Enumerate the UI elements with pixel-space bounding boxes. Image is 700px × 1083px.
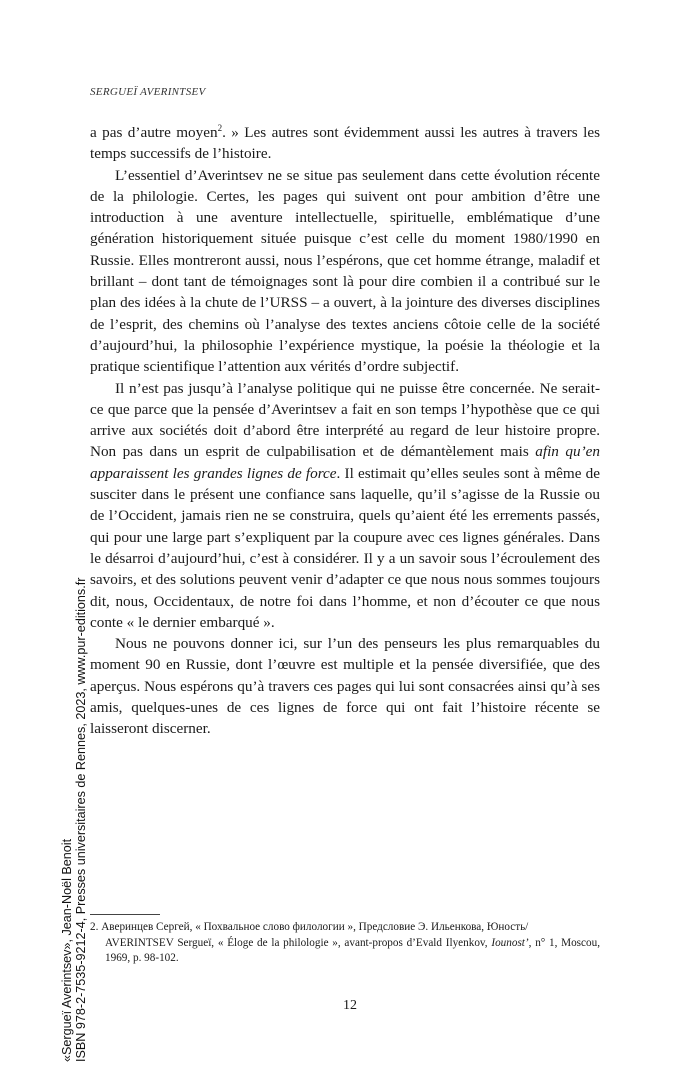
side-credit [60, 578, 88, 1062]
paragraph-1 [90, 122, 600, 165]
footnote-journal: Iounost’ [491, 936, 529, 949]
footnote-ref-2[interactable]: 2 [217, 123, 223, 133]
paragraph-3-part-b: . Il estimait qu’elles seules sont à même de susciter dans le présent une confiance sans laquelle, qu’il s’agisse de la Russie ou de l’Occident, jamais rien ne se construira, quels qu’aient été les errements passés, qui pour une large part s’expliquent par la coupure avec ces lignes générales. Dans le désarroi d’aujourd’hui, c’est à considérer. Il y a un savoir sous l’écroulement des savoirs, et des solutions peuvent venir d’adapter ce que nous nous sommes toujours dit, nous, Occidentaux, de notre foi dans l’homme, et non d’écouter ce que nous conte « le dernier embarqué ». [90, 464, 600, 631]
side-credit-line-2: ISBN 978-2-7535-9212-4, Presses universitaires de Rennes, 2023, www.pur-editions.fr [74, 577, 88, 1062]
paragraph-3-emphasis: afin qu’en apparaissent les grandes lignes de force [90, 443, 600, 482]
running-head: SERGUEÏ AVERINTSEV [90, 86, 206, 98]
paragraph-4: Nous ne pouvons donner ici, sur l’un des penseurs les plus remarquables du moment 90 en Russie, dont l’œuvre est multiple et la pensée diversifiée, que des aperçus. Nous espérons qu’à travers ces pages qui lui sont consacrées ainsi qu’à ses amis, quelques-unes de ces lignes de force qui ont fait l’histoire récente se laisseront discerner. [90, 635, 600, 738]
side-credit-line-1: «Sergueï Averintsev», Jean-Noël Benoit [60, 838, 74, 1062]
page-number: 12 [343, 998, 357, 1013]
paragraph-2: L’essentiel d’Averintsev ne se situe pas seulement dans cette évolution récente de la philologie. Certes, les pages qui suivent ont pour ambition d’être une introduction à une aventure intellectuelle, spirituelle, emblématique d’une génération historiquement située puisque c’est celle du moment 1980/1990 en Russie. Elles montreront aussi, nous l’espérons, que cet homme étrange, maladif et brillant – dont tant de témoignages sont là pour dire combien il a contribué sur le plan des idées à la chute de l’URSS – a ouvert, à la jointure des diverses disciplines de l’esprit, des chemins où l’analyse des textes anciens côtoie celle de la société d’aujourd’hui, la philosophie l’expérience mystique, la poésie la théologie et la pratique scientifique l’attention aux vérités d’ordre subjectif. [90, 166, 600, 376]
paragraph-3 [90, 378, 600, 634]
footnote-line-1: 2. Аверинцев Сергей, « Похвальное слово филологии », Предсловие Э. Ильенкова, Юность/ [90, 921, 529, 933]
paragraph-3-part-a: Il n’est pas jusqu’à l’analyse politique qui ne puisse être concernée. Ne serait-ce que parce que la pensée d’Averintsev a fait en son temps l’hypothèse que ce qui arrive aux sociétés doit d’abord être interprété au regard de leur histoire propre. Non pas dans un esprit de culpabilisation et de démantèlement mais [90, 379, 600, 461]
footnote-rest-a: AVERINTSEV Sergueï, « Éloge de la philologie », avant-propos d’Evald Ilyenkov, [105, 936, 492, 949]
footnote-2 [90, 920, 600, 967]
footnote-rest [90, 936, 600, 967]
footnote-divider [90, 914, 160, 915]
main-text [90, 122, 600, 740]
paragraph-1-tail: . » Les autres sont évidemment aussi les autres à travers les temps successifs de l’histoire. [90, 124, 600, 163]
paragraph-1-text: a pas d’autre moyen [90, 124, 218, 141]
footnote-rest-b: , n° 1, Moscou, 1969, p. 98-102. [105, 936, 600, 964]
